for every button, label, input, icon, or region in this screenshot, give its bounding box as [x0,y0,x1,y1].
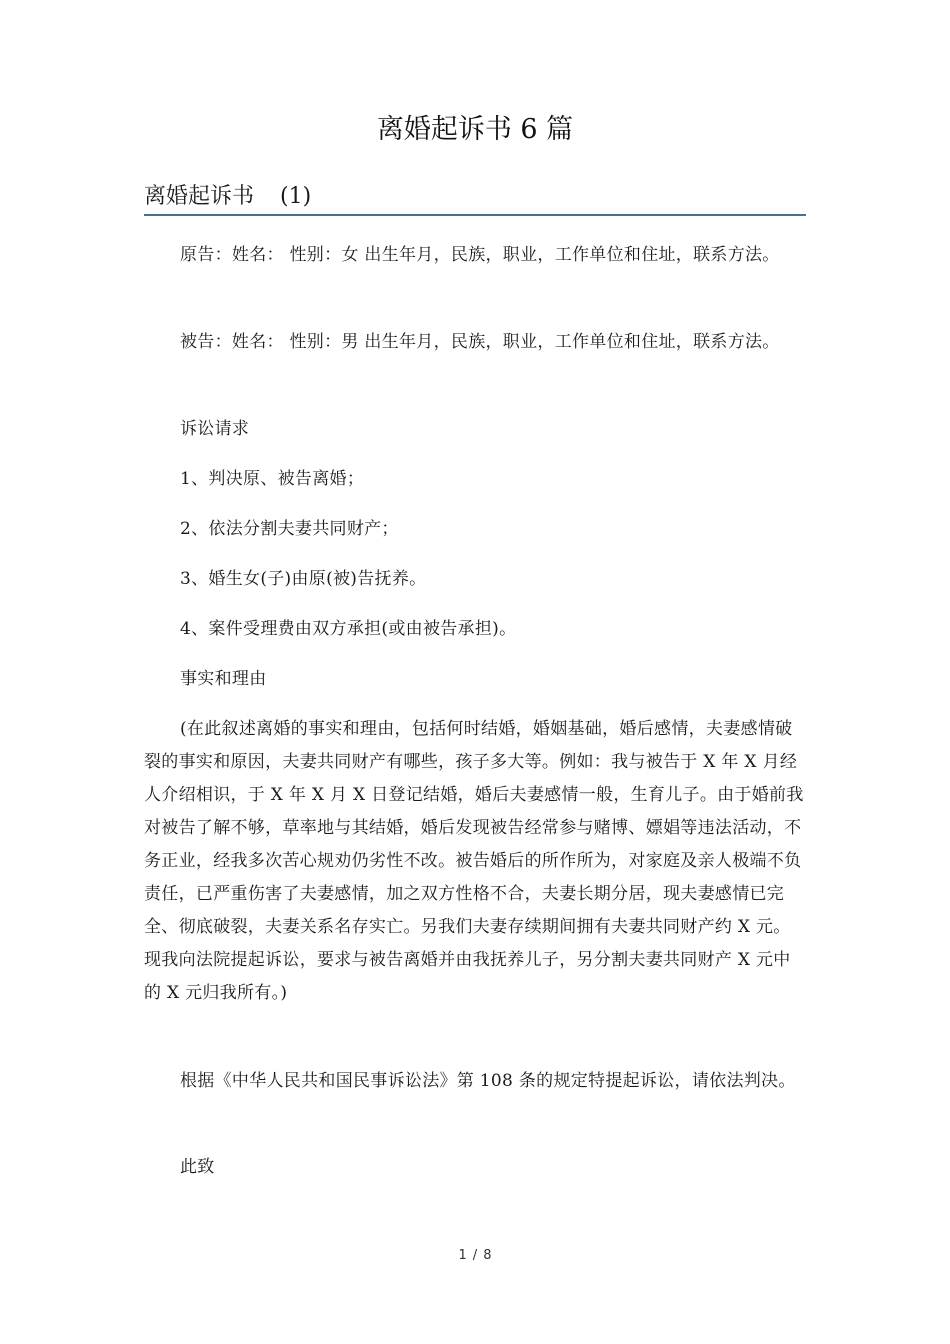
closing-paragraph [144,1151,806,1184]
legal-basis-paragraph [144,1065,806,1098]
plaintiff-paragraph [144,239,806,272]
claim-item-1 [144,463,806,496]
plaintiff-text: 原告：姓名： 性别：女 出生年月，民族，职业，工作单位和住址，联系方法。 [180,245,780,265]
total-pages: 8 [483,1248,492,1263]
section-heading [144,180,806,216]
legal-basis-text: 根据《中华人民共和国民事诉讼法》第 108 条的规定特提起诉讼，请依法判决。 [180,1071,796,1091]
page-number [0,1247,950,1265]
claim-item-3 [144,563,806,596]
claim-1-text: 1、判决原、被告离婚； [180,469,365,489]
page-separator: / [472,1248,478,1263]
claim-4-text: 4、案件受理费由双方承担(或由被告承担)。 [180,619,517,639]
claim-item-4 [144,613,806,646]
claim-3-text: 3、婚生女(子)由原(被)告抚养。 [180,569,427,589]
facts-heading-text: 事实和理由 [180,669,267,689]
claims-heading-text: 诉讼请求 [180,419,250,439]
section-heading-number: (1) [280,184,312,209]
section-heading-text: 离婚起诉书 [144,184,255,209]
document-title: 离婚起诉书 6 篇 [376,114,574,145]
defendant-text: 被告：姓名： 性别：男 出生年月，民族，职业，工作单位和住址，联系方法。 [180,332,780,352]
current-page: 1 [458,1248,467,1263]
claims-heading [144,413,806,446]
defendant-paragraph [144,326,806,359]
claim-item-2 [144,513,806,546]
facts-body-text: (在此叙述离婚的事实和理由，包括何时结婚，婚姻基础，婚后感情，夫妻感情破裂的事实和原因，夫妻共同财产有哪些，孩子多大等。例如：我与被告于 X 年 X 月经人介绍相识，于 X 年 X 月 X 日登记结婚，婚后夫妻感情一般，生育儿子。由于婚前我对被告了解不够，草率地与其结婚，婚后发现被告经常参与赌博、嫖娼等违法活动，不务正业，经我多次苦心规劝仍劣性不改。被告婚后的所作所为，对家庭及亲人极端不负责任，已严重伤害了夫妻感情，加之双方性格不合，夫妻长期分居，现夫妻感情已完全、彻底破裂，夫妻关系名存实亡。另我们夫妻存续期间拥有夫妻共同财产约 X 元。现我向法院提起诉讼，要求与被告离婚并由我抚养儿子，另分割夫妻共同财产 X 元中的 X 元归我所有。) [144,719,804,1003]
claim-2-text: 2、依法分割夫妻共同财产； [180,519,399,539]
facts-heading [144,663,806,696]
closing-text: 此致 [180,1157,215,1177]
facts-paragraph [144,713,806,1010]
